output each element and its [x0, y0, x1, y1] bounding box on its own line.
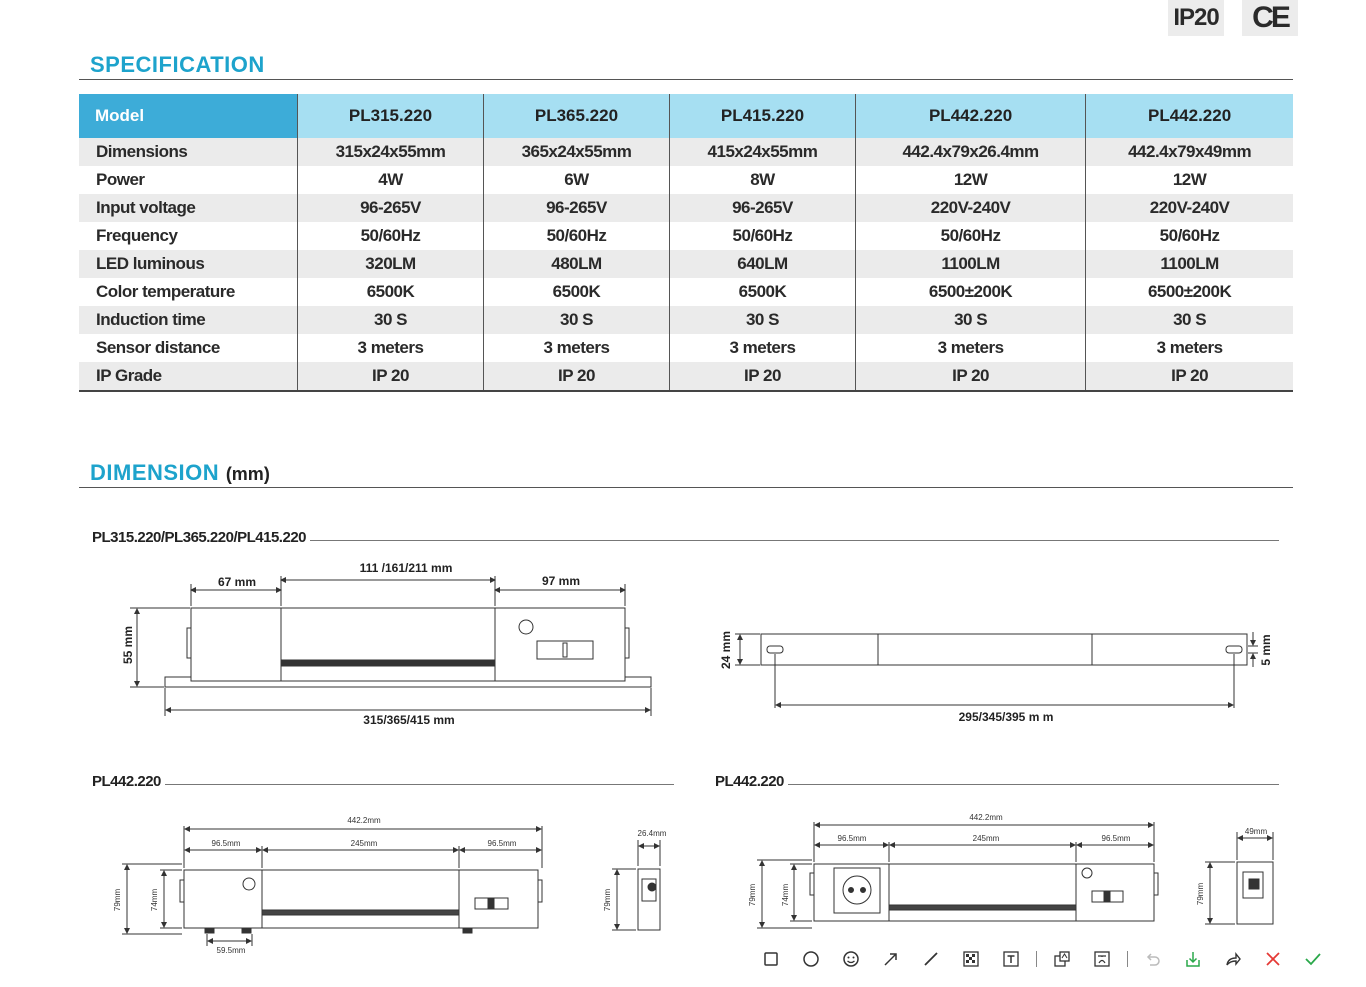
table-cell: 96-265V	[298, 194, 484, 222]
dim-side-depth: 26.4mm	[637, 829, 667, 838]
right-clip	[538, 880, 542, 902]
top-body	[761, 634, 1247, 665]
table-cell: 6500±200K	[855, 278, 1085, 306]
table-cell: 6500K	[298, 278, 484, 306]
translate-text-icon[interactable]	[1087, 944, 1117, 974]
dim-left: 96.5mm	[837, 834, 867, 843]
close-icon[interactable]	[1258, 944, 1288, 974]
table-cell: 220V-240V	[1086, 194, 1293, 222]
dimension-unit: (mm)	[225, 464, 270, 484]
table-cell: 1100LM	[1086, 250, 1293, 278]
dim-right-block: 97 mm	[541, 574, 581, 588]
drawing1-top-view	[735, 632, 1258, 708]
model-header: Model	[79, 94, 298, 138]
dim-left-block: 67 mm	[217, 575, 257, 589]
model-column-header: PL442.220	[1086, 94, 1293, 138]
table-cell: 30 S	[669, 306, 855, 334]
left-end-cap	[191, 608, 281, 681]
table-cell: 315x24x55mm	[298, 138, 484, 166]
table-cell: 6500K	[669, 278, 855, 306]
row-label: Induction time	[79, 306, 298, 334]
dim-middle: 111 /161/211 mm	[359, 561, 453, 575]
left-clip	[810, 873, 814, 895]
socket-pin-right	[861, 888, 866, 893]
side-socket-dot	[648, 883, 656, 891]
switch-knob	[488, 899, 494, 908]
table-cell: 30 S	[855, 306, 1085, 334]
row-label: Frequency	[79, 222, 298, 250]
table-cell: 50/60Hz	[483, 222, 669, 250]
circle-icon[interactable]	[796, 944, 826, 974]
pen-icon[interactable]	[916, 944, 946, 974]
left-clip	[187, 628, 191, 658]
table-cell: 6W	[483, 166, 669, 194]
table-cell: 12W	[1172, 170, 1207, 189]
table-cell: 3 meters	[483, 334, 669, 362]
table-cell: IP 20	[855, 362, 1085, 391]
drawing1-title: PL315.220/PL365.220/PL415.220	[92, 529, 310, 546]
ip20-badge: IP20	[1168, 0, 1224, 36]
right-end-cap	[495, 608, 625, 681]
light-tube-body	[281, 608, 495, 681]
table-cell: 12W	[855, 166, 1085, 194]
drawing3-side-view	[1205, 832, 1273, 924]
table-cell: 320LM	[298, 250, 484, 278]
specification-heading: SPECIFICATION	[90, 52, 265, 77]
table-cell: IP 20	[483, 362, 669, 391]
dim-middle: 245mm	[972, 834, 1000, 843]
table-cell: 365x24x55mm	[483, 138, 669, 166]
dim-outer-height: 79mm	[113, 888, 122, 912]
download-icon[interactable]	[1178, 944, 1208, 974]
table-cell: 3 meters	[298, 334, 484, 362]
left-clip	[180, 880, 184, 902]
mount-slot-left	[767, 646, 783, 653]
table-cell: 6500±200K	[1147, 282, 1232, 301]
foot-right	[463, 928, 472, 933]
side-socket-core	[1249, 879, 1259, 889]
dim-total: 442.2mm	[969, 813, 1003, 822]
model-column-header: PL415.220	[669, 94, 855, 138]
emoji-icon[interactable]	[836, 944, 866, 974]
right-clip	[1154, 873, 1158, 895]
row-label: Sensor distance	[79, 334, 298, 362]
dim-outer-height: 79mm	[748, 883, 757, 907]
table-cell: 50/60Hz	[1159, 226, 1220, 245]
text-icon[interactable]	[996, 944, 1026, 974]
foot-left	[205, 928, 214, 933]
side-body	[1237, 862, 1273, 924]
table-cell: 442.4x79x26.4mm	[855, 138, 1085, 166]
table-cell: 640LM	[669, 250, 855, 278]
arrow-icon[interactable]	[876, 944, 906, 974]
model-column-header: PL315.220	[298, 94, 484, 138]
drawing2-side-view	[612, 840, 660, 930]
table-cell: 6500K	[483, 278, 669, 306]
dim-right: 96.5mm	[487, 839, 517, 848]
socket-pin-left	[849, 888, 854, 893]
dimension-title: DIMENSION	[90, 460, 220, 485]
row-label: Dimensions	[79, 138, 298, 166]
table-cell: 220V-240V	[855, 194, 1085, 222]
table-cell: 442.4x79x49mm	[1086, 138, 1293, 166]
dim-side-depth: 49mm	[1244, 827, 1268, 836]
drawing2-title: PL442.220	[92, 773, 165, 790]
right-clip	[625, 628, 629, 658]
row-label: LED luminous	[79, 250, 298, 278]
drawing2-front-view	[122, 826, 542, 946]
drawing1-front-view	[130, 576, 651, 716]
light-strip	[262, 910, 459, 915]
side-body	[638, 869, 660, 930]
drawing3-front-view	[757, 822, 1158, 928]
table-cell: 50/60Hz	[855, 222, 1085, 250]
model-column-header: PL365.220	[483, 94, 669, 138]
switch-knob	[1104, 892, 1110, 901]
table-cell: 3 meters	[1156, 338, 1223, 357]
light-strip	[889, 905, 1076, 910]
mosaic-icon[interactable]	[956, 944, 986, 974]
dim-left: 96.5mm	[211, 839, 241, 848]
table-cell: IP 20	[669, 362, 855, 391]
table-cell: IP 20	[298, 362, 484, 391]
toolbar-separator	[1127, 951, 1128, 967]
row-label: Color temperature	[79, 278, 298, 306]
dim-total: 442.2mm	[347, 816, 381, 825]
mount-slot-right	[1226, 646, 1242, 653]
body-outline	[814, 864, 1154, 921]
translate-image-icon[interactable]	[1047, 944, 1077, 974]
row-label: Input voltage	[79, 194, 298, 222]
row-label: IP Grade	[79, 362, 298, 391]
table-cell: 8W	[669, 166, 855, 194]
dim-inner-height: 74mm	[150, 888, 159, 912]
table-cell: IP 20	[1086, 362, 1293, 391]
dim-bracket: 5 mm	[1259, 634, 1273, 666]
undo-icon[interactable]	[1138, 944, 1168, 974]
table-cell: 30 S	[1086, 306, 1293, 334]
table-cell: 50/60Hz	[298, 222, 484, 250]
confirm-icon[interactable]	[1298, 944, 1328, 974]
dim-right: 96.5mm	[1101, 834, 1131, 843]
table-cell: 4W	[298, 166, 484, 194]
table-cell: 96-265V	[483, 194, 669, 222]
dim-depth: 24 mm	[719, 630, 733, 670]
table-cell: 3 meters	[669, 334, 855, 362]
dim-hole-spacing: 295/345/395 m m	[958, 710, 1054, 724]
table-cell: 3 meters	[855, 334, 1085, 362]
toolbar-separator	[1036, 951, 1037, 967]
foot-mid	[242, 928, 251, 933]
dim-total-length: 315/365/415 mm	[363, 713, 455, 727]
ce-mark-badge: CE	[1242, 0, 1298, 36]
table-cell: 50/60Hz	[669, 222, 855, 250]
model-column-header: PL442.220	[855, 94, 1085, 138]
table-cell: 96-265V	[669, 194, 855, 222]
row-label: Power	[79, 166, 298, 194]
dim-inner-height: 74mm	[781, 883, 790, 907]
dim-side-height: 79mm	[1196, 882, 1205, 906]
dim-side-height: 79mm	[603, 888, 612, 912]
table-cell: 30 S	[483, 306, 669, 334]
light-strip	[281, 660, 495, 666]
dim-foot: 59.5mm	[216, 946, 246, 955]
table-cell: 1100LM	[855, 250, 1085, 278]
body-outline	[184, 870, 538, 928]
rectangle-icon[interactable]	[756, 944, 786, 974]
table-cell: 415x24x55mm	[669, 138, 855, 166]
annotation-toolbar	[756, 944, 1338, 974]
table-cell: 480LM	[483, 250, 669, 278]
drawing3-title: PL442.220	[715, 773, 788, 790]
dim-height: 55 mm	[121, 625, 135, 665]
table-cell: 30 S	[298, 306, 484, 334]
dim-middle: 245mm	[350, 839, 378, 848]
share-icon[interactable]	[1218, 944, 1248, 974]
